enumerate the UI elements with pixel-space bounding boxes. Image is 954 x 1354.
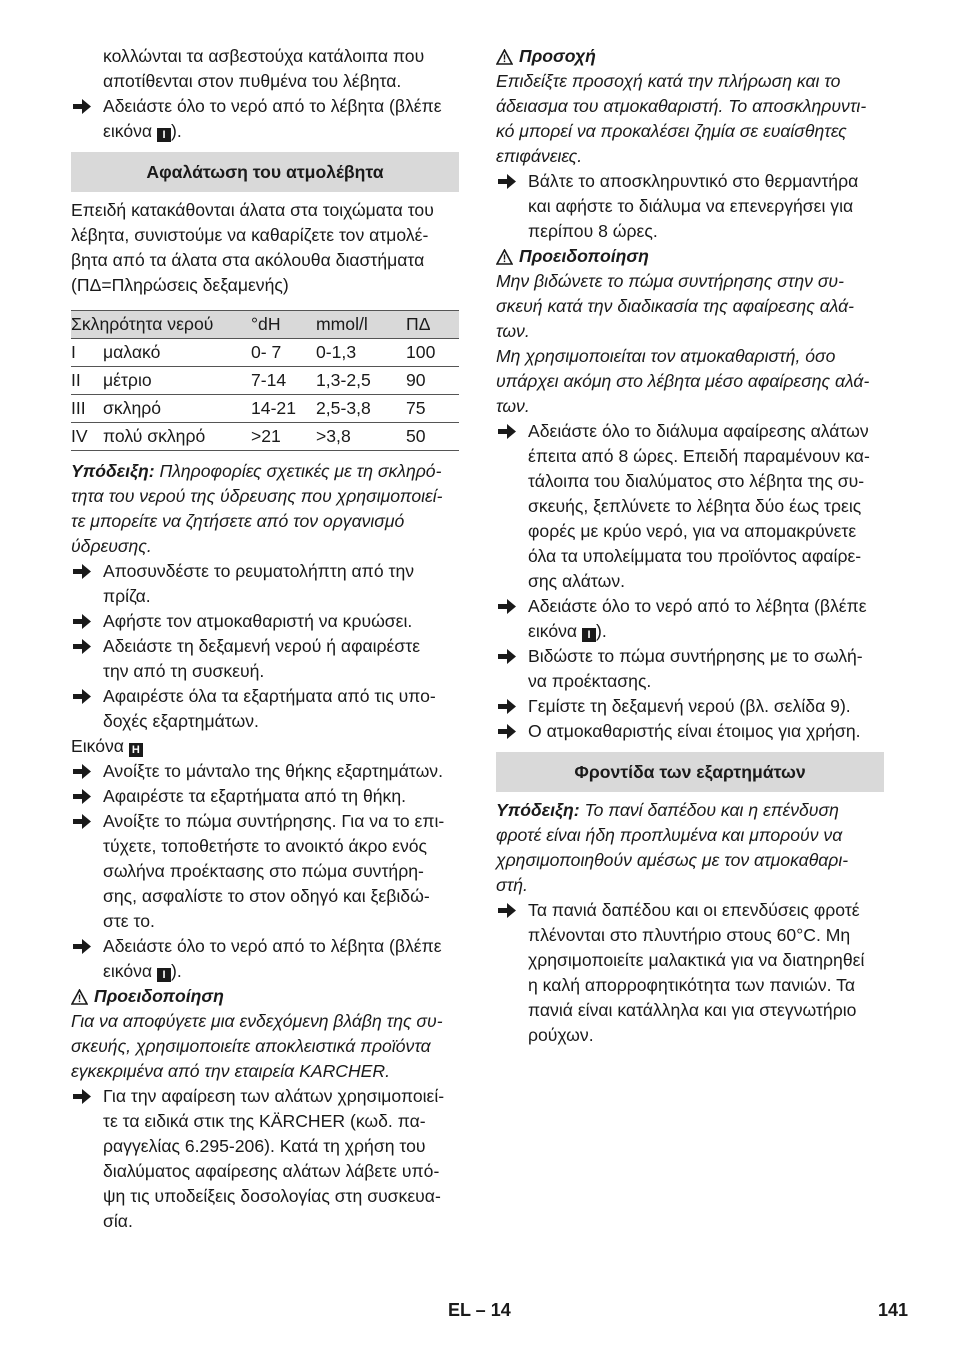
figure-ref-h: H bbox=[129, 743, 143, 757]
bullet-descaling-sticks: Για την αφαίρεση των αλάτων χρησιμοποιεί- τε τα ειδικά στικ της KÄRCHER (κωδ. πα- ραγγελίας 6.295-206). Κατά τη χρήση του διαλύματος αφαίρεσης αλάτων λάβετε υπό- ψη τις υποδείξεις δοσολογίας στη συσκευα- σία. bbox=[71, 1084, 459, 1234]
header-mmol: mmol/l bbox=[316, 311, 406, 339]
water-hardness-table bbox=[71, 310, 459, 451]
warning-heading: Προειδοποίηση bbox=[496, 244, 884, 269]
arrow-right-icon bbox=[498, 424, 516, 439]
caution-line-2: άδειασμα του ατμοκαθαριστή. Το αποσκληρυντι- bbox=[496, 96, 867, 116]
arrow-right-icon bbox=[73, 789, 91, 804]
section-title-accessory-care: Φροντίδα των εξαρτημάτων bbox=[496, 752, 884, 792]
figure-ref-i: I bbox=[582, 628, 596, 642]
header-hardness: Σκληρότητα νερού bbox=[71, 311, 251, 339]
left-column bbox=[71, 44, 459, 1234]
bullet-empty-boiler-3: Αδειάστε όλο το νερό από το λέβητα (βλέπε εικόνα I ). bbox=[496, 594, 884, 644]
warning-line-2: σκευής, χρησιμοποιείτε αποκλειστικά προϊόντα bbox=[71, 1036, 431, 1056]
para-descaling-1: Επειδή κατακάθονται άλατα στα τοιχώματα του bbox=[71, 200, 434, 220]
figure-ref-i: I bbox=[157, 128, 171, 142]
arrow-right-icon bbox=[73, 814, 91, 829]
table-row: I μαλακό 0- 7 0-1,3 100 bbox=[71, 339, 459, 367]
note-label: Υπόδειξη: bbox=[71, 461, 155, 481]
bullet-washing-cloths: Τα πανιά δαπέδου και οι επενδύσεις φροτέ πλένονται στο πλυντήριο στους 60°C. Μη χρησιμοποιείτε μαλακτικά για να διατηρηθεί η καλή απορροφητικότητα των πανιών. Τα πανιά είναι κατάλληλα και για στεγνωτήριο ρούχων. bbox=[496, 898, 884, 1048]
warning-triangle-icon bbox=[71, 989, 88, 1005]
warning-line-5: υπάρχει ακόμη στο λέβητα μέσο αφαίρεσης αλά- bbox=[496, 371, 870, 391]
bullet-take-accessories: Αφαιρέστε τα εξαρτήματα από τη θήκη. bbox=[71, 784, 459, 809]
warning-line-1: Για να αποφύγετε μια ενδεχόμενη βλάβη της συ- bbox=[71, 1011, 443, 1031]
note-accessories-3: χρησιμοποιηθούν αμέσως με τον ατμοκαθαρι- bbox=[496, 850, 849, 870]
bullet-cool-down: Αφήστε τον ατμοκαθαριστή να κρυώσει. bbox=[71, 609, 459, 634]
arrow-right-icon bbox=[73, 614, 91, 629]
bullet-add-descaler: Βάλτε το αποσκληρυντικό στο θερμαντήρα και αφήστε το διάλυμα να επενεργήσει για περίπου 8 ώρες. bbox=[496, 169, 884, 244]
bullet-empty-boiler-2: Αδειάστε όλο το νερό από το λέβητα (βλέπε εικόνα I ). bbox=[71, 934, 459, 984]
arrow-right-icon bbox=[73, 639, 91, 654]
arrow-right-icon bbox=[498, 599, 516, 614]
note-hardness: Υπόδειξη: Πληροφορίες σχετικές με τη σκληρό- bbox=[71, 461, 442, 481]
section-title-descaling: Αφαλάτωση του ατμολέβητα bbox=[71, 152, 459, 192]
arrow-right-icon bbox=[73, 939, 91, 954]
table-header-row bbox=[71, 311, 459, 339]
footer-page-number: 141 bbox=[878, 1300, 909, 1320]
table-row: II μέτριο 7-14 1,3-2,5 90 bbox=[71, 367, 459, 395]
bullet-drain-solution: Αδειάστε όλο το διάλυμα αφαίρεσης αλάτων έπειτα από 8 ώρες. Επειδή παραμένουν κα- τάλοιπα του διαλύματος στο λέβητα της συ- σκευής, ξεπλύνετε το λέβητα δύο έως τρεις φορές με κρύο νερό, για να απομακρύνετε όλα τα υπολείμματα του προϊόντος αφαίρε- σης αλάτων. bbox=[496, 419, 884, 594]
caution-line-4: επιφάνειες. bbox=[496, 146, 583, 166]
footer-language-page: EL – 14 bbox=[448, 1300, 511, 1320]
note-label: Υπόδειξη: bbox=[496, 800, 580, 820]
bullet-empty-tank: Αδειάστε τη δεξαμενή νερού ή αφαιρέστε την από τη συσκευή. bbox=[71, 634, 459, 684]
bullet-screw-cap: Βιδώστε το πώμα συντήρησης με το σωλή- να προέκτασης. bbox=[496, 644, 884, 694]
figure-label: Εικόνα H bbox=[71, 734, 459, 759]
header-dh: °dH bbox=[251, 311, 316, 339]
arrow-right-icon bbox=[73, 689, 91, 704]
arrow-right-icon bbox=[73, 1089, 91, 1104]
warning-line-3: εγκεκριμένα από την εταιρεία KARCHER. bbox=[71, 1061, 391, 1081]
note-hardness-4: ύδρευσης. bbox=[71, 536, 152, 556]
arrow-right-icon bbox=[498, 174, 516, 189]
bullet-unplug: Αποσυνδέστε το ρευματολήπτη από την πρίζα. bbox=[71, 559, 459, 609]
warning-line-6: των. bbox=[496, 396, 530, 416]
intro-line-2: αποτίθενται στον πυθμένα του λέβητα. bbox=[103, 71, 402, 91]
bullet-open-cap: Ανοίξτε το πώμα συντήρησης. Για να το επι- τύχετε, τοποθετήστε το ανοικτό άκρο ενός σωλήνα προέκτασης στο πώμα συντήρη- σης, ασφαλίστε το στον οδηγό και ξεβιδώ- στε το. bbox=[71, 809, 459, 934]
arrow-right-icon bbox=[498, 903, 516, 918]
note-hardness-2: τητα του νερού της ύδρευσης που χρησιμοποιεί- bbox=[71, 486, 443, 506]
arrow-right-icon bbox=[498, 724, 516, 739]
note-accessories-2: φροτέ είναι ήδη προπλυμένα και μπορούν να bbox=[496, 825, 843, 845]
para-descaling-4: (ΠΔ=Πληρώσεις δεξαμενής) bbox=[71, 275, 289, 295]
bullet-remove-accessories: Αφαιρέστε όλα τα εξαρτήματα από τις υπο- δοχές εξαρτημάτων. bbox=[71, 684, 459, 734]
note-hardness-3: τε μπορείτε να ζητήσετε από τον οργανισμό bbox=[71, 511, 405, 531]
caution-line-1: Επιδείξτε προσοχή κατά την πλήρωση και το bbox=[496, 71, 841, 91]
caution-heading: Προσοχή bbox=[496, 44, 884, 69]
warning-line-4: Μη χρησιμοποιείται τον ατμοκαθαριστή, όσο bbox=[496, 346, 836, 366]
para-descaling-2: λέβητα, συνιστούμε να καθαρίζετε τον ατμολέ- bbox=[71, 225, 429, 245]
warning-triangle-icon bbox=[496, 249, 513, 265]
para-descaling-3: βητα από τα άλατα στα ακόλουθα διαστήματα bbox=[71, 250, 425, 270]
bullet-open-latch: Ανοίξτε το μάνταλο της θήκης εξαρτημάτων. bbox=[71, 759, 459, 784]
note-accessories: Υπόδειξη: Το πανί δαπέδου και η επένδυση bbox=[496, 800, 839, 820]
warning-heading: Προειδοποίηση bbox=[71, 984, 459, 1009]
warning-line-2: σκευή κατά την διαδικασία της αφαίρεσης αλά- bbox=[496, 296, 855, 316]
note-accessories-4: στή. bbox=[496, 875, 528, 895]
intro-line-1: κολλώνται τα ασβεστούχα κατάλοιπα που bbox=[103, 46, 425, 66]
arrow-right-icon bbox=[73, 564, 91, 579]
arrow-right-icon bbox=[498, 649, 516, 664]
bullet-empty-boiler-1: Αδειάστε όλο το νερό από το λέβητα (βλέπε εικόνα I ). bbox=[71, 94, 459, 144]
header-pd: ΠΔ bbox=[406, 311, 459, 339]
warning-line-3: των. bbox=[496, 321, 530, 341]
bullet-ready: Ο ατμοκαθαριστής είναι έτοιμος για χρήση. bbox=[496, 719, 884, 744]
bullet-fill-tank: Γεμίστε τη δεξαμενή νερού (βλ. σελίδα 9). bbox=[496, 694, 884, 719]
arrow-right-icon bbox=[73, 99, 91, 114]
right-column bbox=[496, 44, 884, 1048]
figure-ref-i: I bbox=[157, 968, 171, 982]
warning-triangle-icon bbox=[496, 49, 513, 65]
arrow-right-icon bbox=[73, 764, 91, 779]
arrow-right-icon bbox=[498, 699, 516, 714]
table-row: IV πολύ σκληρό >21 >3,8 50 bbox=[71, 423, 459, 451]
caution-line-3: κό μπορεί να προκαλέσει ζημία σε ευαίσθητες bbox=[496, 121, 847, 141]
warning-line-1: Μην βιδώνετε το πώμα συντήρησης στην συ- bbox=[496, 271, 844, 291]
table-row: III σκληρό 14-21 2,5-3,8 75 bbox=[71, 395, 459, 423]
